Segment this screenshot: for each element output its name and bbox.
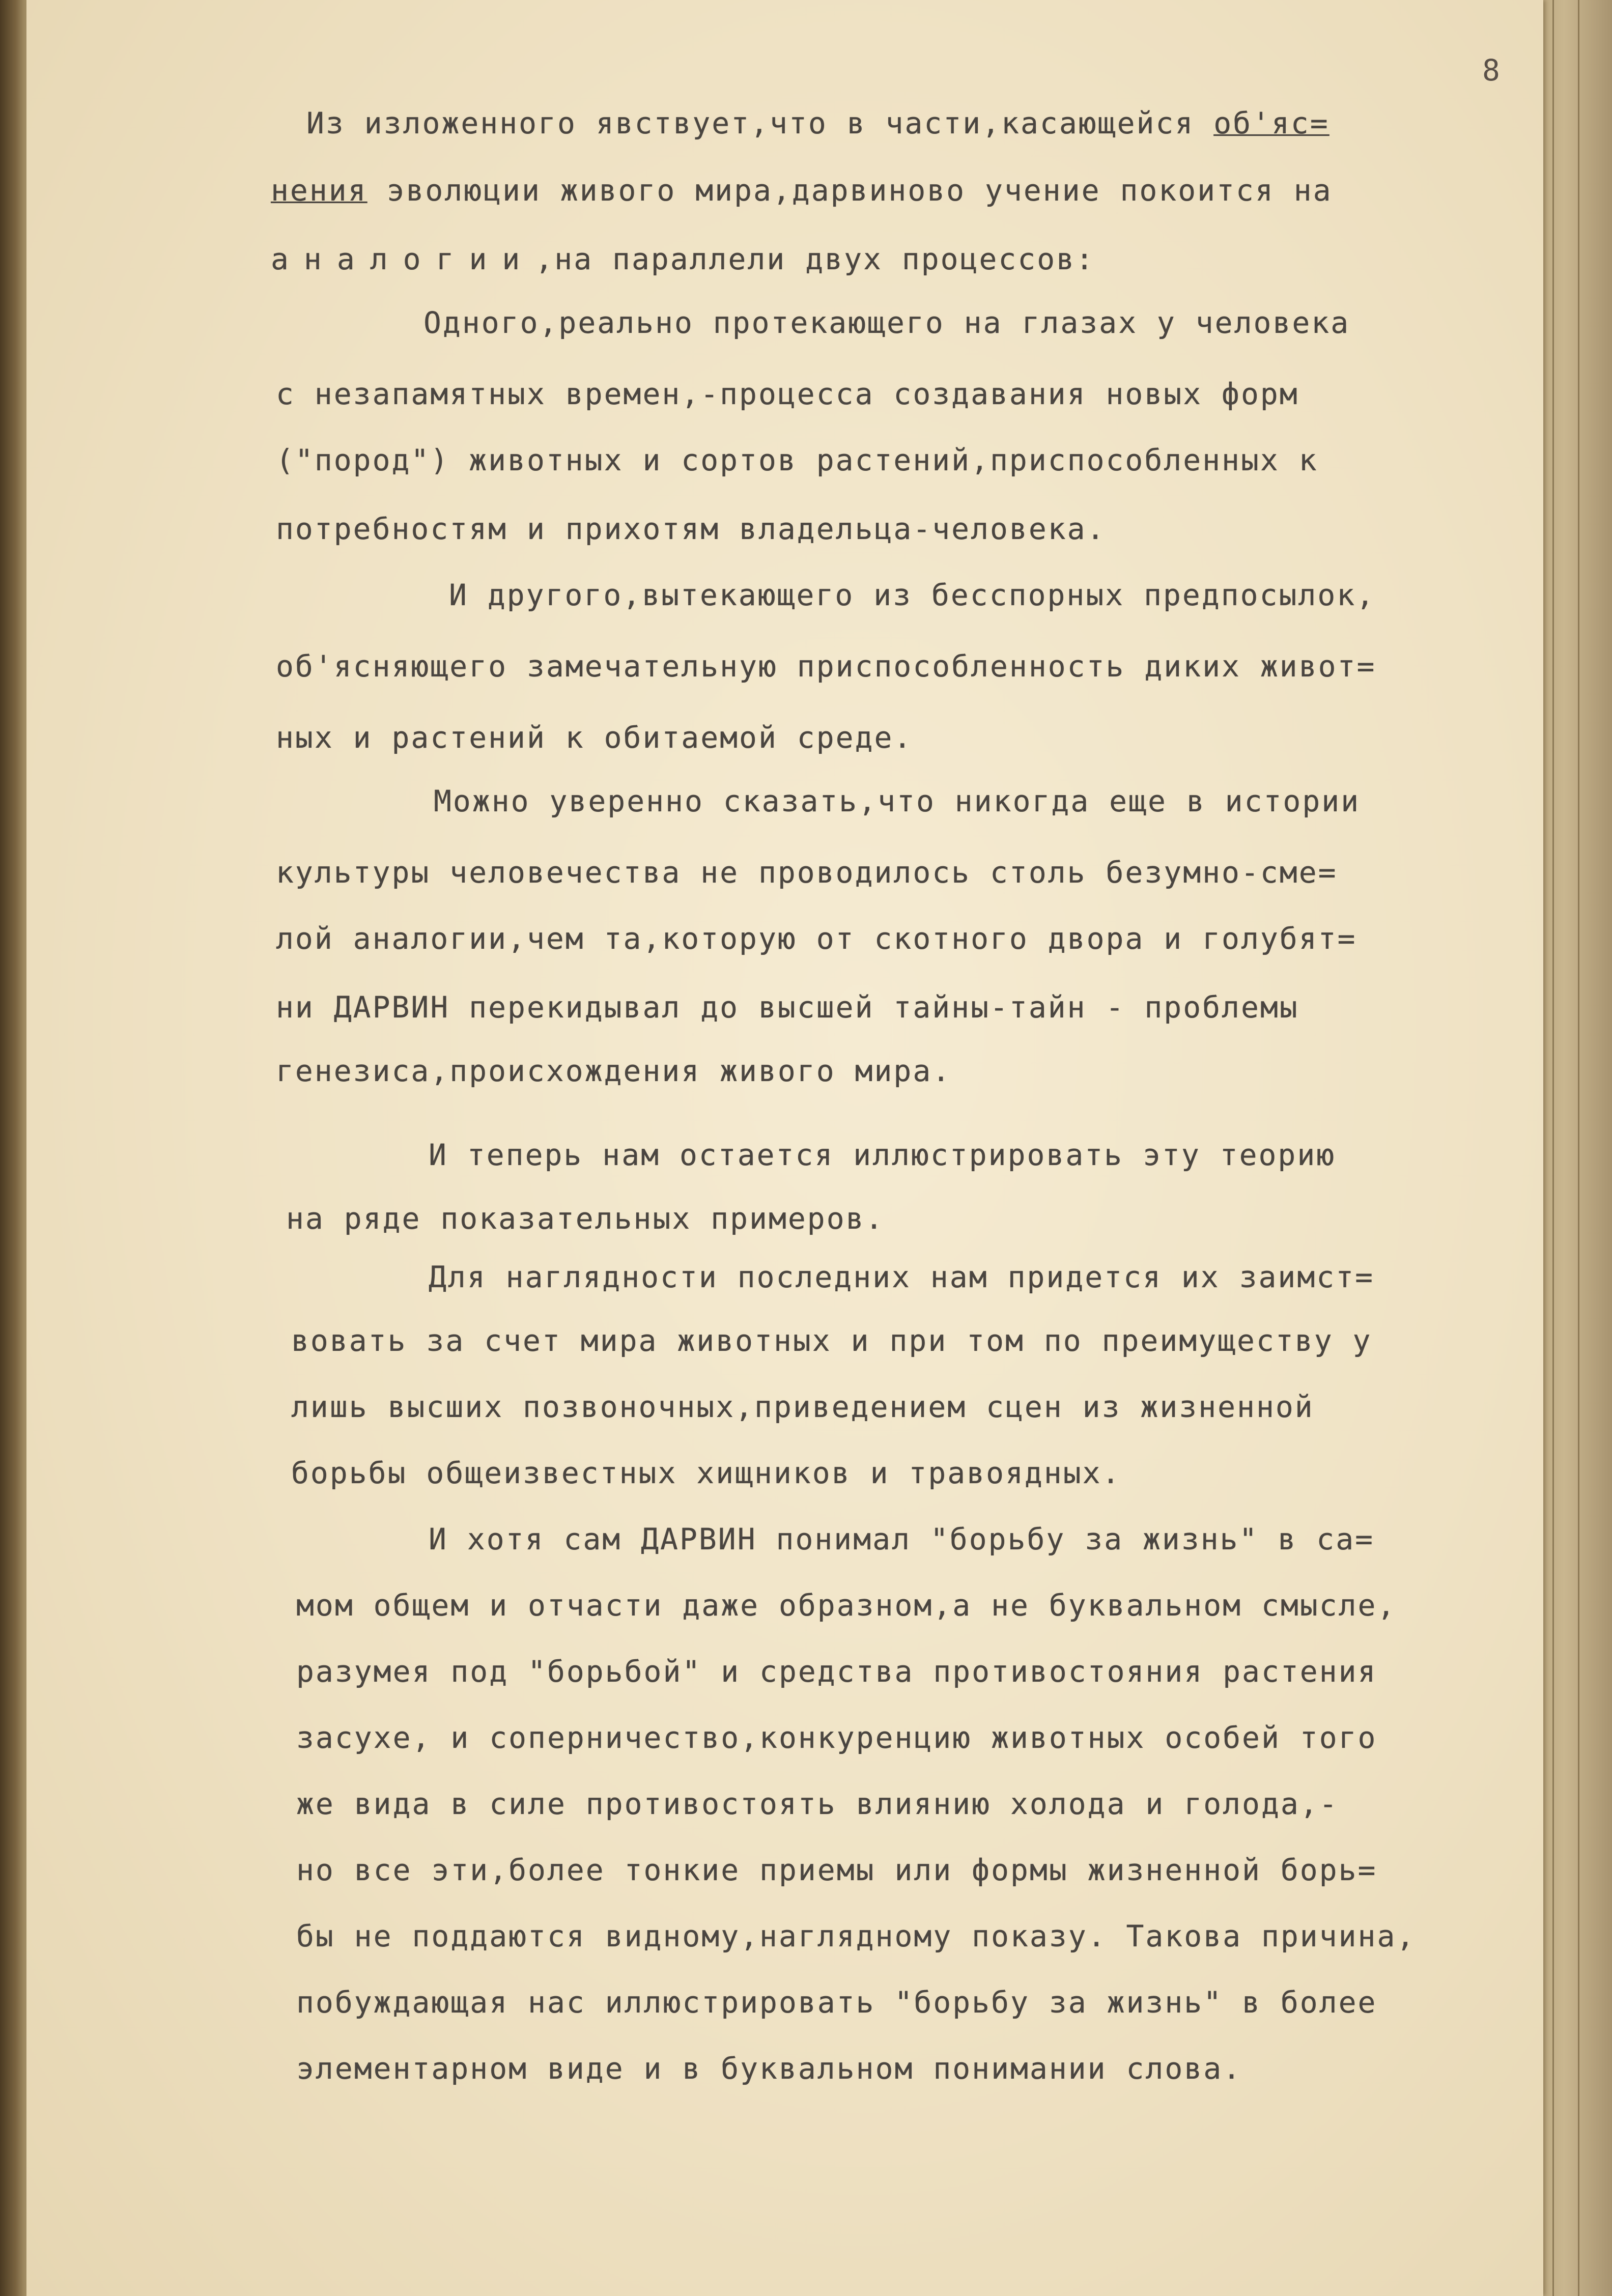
text-line: борьбы общеизвестных хищников и травоядных. (291, 1456, 1121, 1490)
text-line: генезиса,происхождения живого мира. (276, 1054, 952, 1088)
text-line (271, 242, 1095, 276)
text-line (271, 173, 1333, 208)
text-line: потребностям и прихотям владельца-человека. (276, 512, 1106, 546)
text-line: разумея под "борьбой" и средства противостояния растения (296, 1654, 1377, 1689)
underlined-text: нения (271, 173, 367, 208)
text-line: И другого,вытекающего из бесспорных предпосылок, (449, 578, 1376, 612)
text-line: мом общем и отчасти даже образном,а не буквальном смысле, (296, 1588, 1397, 1623)
text-line: Одного,реально протекающего на глазах у человека (423, 305, 1350, 340)
spaced-emphasis-text: аналогии (271, 242, 535, 276)
underlined-text: об'яс= (1213, 106, 1330, 140)
text-line: ("пород") животных и сортов растений,приспособленных к (276, 443, 1318, 477)
text-line: ни ДАРВИН перекидывал до высшей тайны-тайн - проблемы (276, 990, 1299, 1025)
line-text: ,на параллели двух процессов: (535, 242, 1095, 276)
text-line: ных и растений к обитаемой среде. (276, 720, 913, 755)
text-line: бы не поддаются видному,наглядному показу. Такова причина, (296, 1919, 1416, 1953)
text-line: но все эти,более тонкие приемы или формы жизненной борь= (296, 1853, 1377, 1887)
text-line: И хотя сам ДАРВИН понимал "борьбу за жизнь" в са= (429, 1522, 1375, 1556)
sheet-edge-line (1578, 0, 1579, 2296)
binding-strip (0, 0, 26, 2296)
text-line: с незапамятных времен,-процесса создавания новых форм (276, 377, 1299, 411)
text-line (306, 106, 1330, 140)
line-text: эволюции живого мира,дарвиново учение покоится на (367, 173, 1333, 208)
text-line: побуждающая нас иллюстрировать "борьбу за жизнь" в более (296, 1985, 1377, 2020)
text-line: И теперь нам остается иллюстрировать эту теорию (429, 1138, 1336, 1172)
line-text: Из изложенного явствует,что в части,касающейся (306, 106, 1214, 140)
text-line: об'ясняющего замечательную приспособленность диких живот= (276, 649, 1376, 684)
text-line: элементарном виде и в буквальном понимании слова. (296, 2051, 1242, 2086)
underlying-sheet-edge (1532, 0, 1612, 2296)
text-line: вовать за счет мира животных и при том по преимуществу у (291, 1323, 1372, 1358)
text-line: на ряде показательных примеров. (286, 1201, 885, 1236)
sheet-edge-line (1552, 0, 1554, 2296)
text-line: лишь высших позвоночных,приведением сцен из жизненной (291, 1390, 1314, 1424)
text-line: же вида в силе противостоять влиянию холода и голода,- (296, 1787, 1339, 1821)
typewritten-page (26, 0, 1543, 2296)
text-line: культуры человечества не проводилось столь безумно-сме= (276, 855, 1338, 890)
text-line: лой аналогии,чем та,которую от скотного двора и голубят= (276, 921, 1357, 956)
page-number: 8 (1482, 53, 1500, 88)
text-line: Для наглядности последних нам придется их заимст= (429, 1260, 1375, 1294)
text-line: засухе, и соперничество,конкуренцию животных особей того (296, 1720, 1377, 1755)
text-line: Можно уверенно сказать,что никогда еще в истории (434, 784, 1361, 818)
